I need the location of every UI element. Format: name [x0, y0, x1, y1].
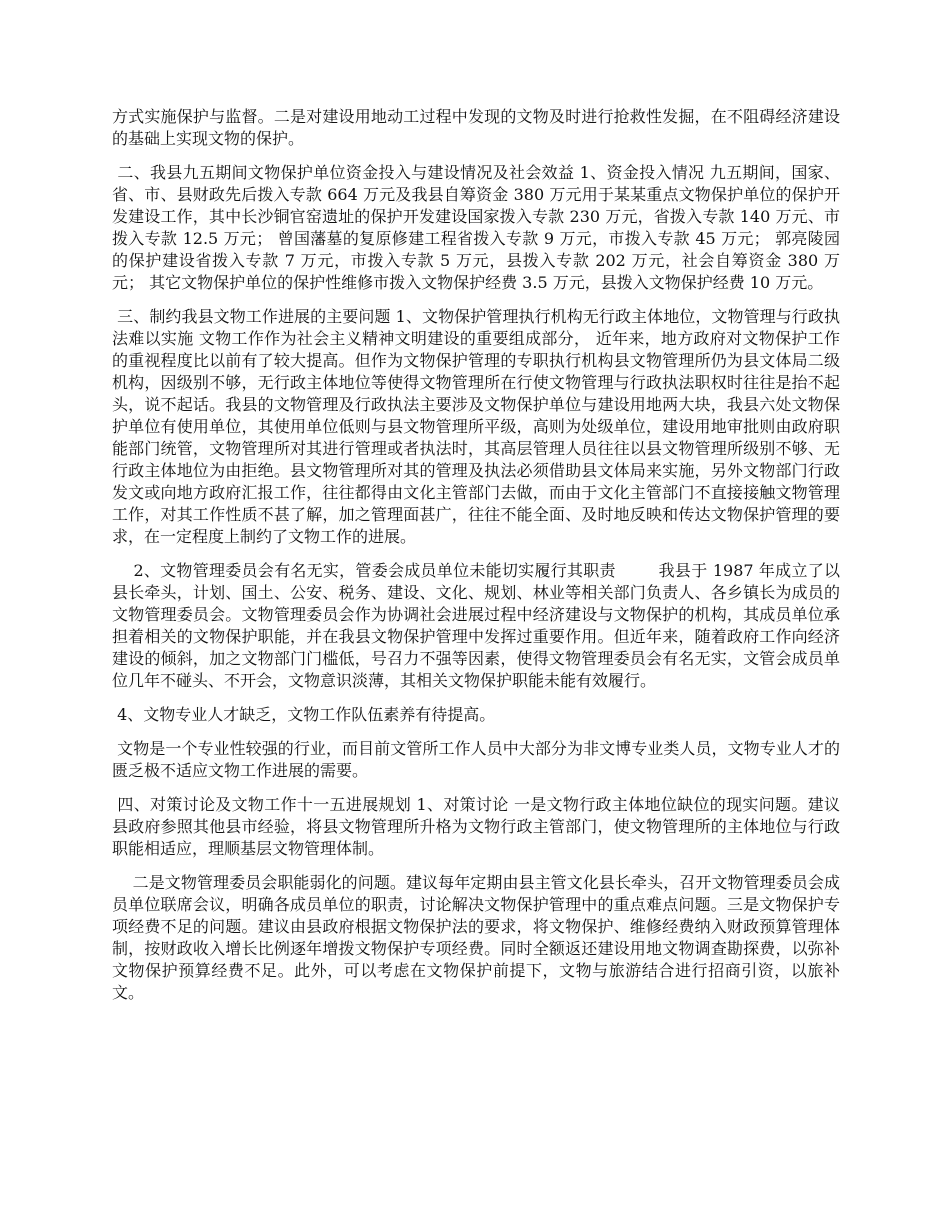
paragraph-4: 2、文物管理委员会有名无实，管委会成员单位未能切实履行其职责 我县于 1987 年成立了以县长牵头，计划、国土、公安、税务、建设、文化、规划、林业等相关部门负责人、各乡镇长为成员的文物管理委员会。文物管理委员会作为协调社会进展过程中经济建设与文物保护的机构，其成员单位承担着相关的文物保护职能，并在我县文物保护管理中发挥过重要作用。但近年来，随着政府工作向经济建设的倾斜，加之文物部门门槛低，号召力不强等因素，使得文物管理委员会有名无实，文管会成员单位几年不碰头、不开会，文物意识淡薄，其相关文物保护职能未能有效履行。 [112, 561, 840, 690]
paragraph-2: 二、我县九五期间文物保护单位资金投入与建设情况及社会效益 1、资金投入情况 九五期间，国家、省、市、县财政先后拨入专款 664 万元及我县自筹资金 380 万元用于某某重点文物保护单位的保护开发建设工作，其中长沙铜官窑遗址的保护开发建设国家拨入专款 230 万元，省拨入专款 140 万元、市拨入专款 12.5 万元； 曾国藩墓的复原修建工程省拨入专款 9 万元，市拨入专款 45 万元； 郭亮陵园的保护建设省拨入专款 7 万元，市拨入专款 5 万元，县拨入专款 202 万元，社会自筹资金 380 万元； 其它文物保护单位的保护性维修市拨入文物保护经费 3.5 万元，县拨入文物保护经费 10 万元。 [112, 163, 840, 292]
paragraph-7: 四、对策讨论及文物工作十一五进展规划 1、对策讨论 一是文物行政主体地位缺位的现实问题。建议县政府参照其他县市经验，将县文物管理所升格为文物行政主管部门，使文物管理所的主体地位与行政职能相适应，理顺基层文物管理体制。 [112, 795, 840, 858]
paragraph-8: 二是文物管理委员会职能弱化的问题。建议每年定期由县主管文化县长牵头，召开文物管理委员会成员单位联席会议，明确各成员单位的职责，讨论解决文物保护管理中的重点难点问题。三是文物保护专项经费不足的问题。建议由县政府根据文物保护法的要求，将文物保护、维修经费纳入财政预算管理体制，按财政收入增长比例逐年增拨文物保护专项经费。同时全额返还建设用地文物调查勘探费，以弥补文物保护预算经费不足。此外，可以考虑在文物保护前提下，文物与旅游结合进行招商引资，以旅补文。 [112, 873, 840, 1002]
paragraph-1: 方式实施保护与监督。二是对建设用地动工过程中发现的文物及时进行抢救性发掘，在不阻碍经济建设的基础上实现文物的保护。 [112, 107, 840, 148]
paragraph-3: 三、制约我县文物工作进展的主要问题 1、文物保护管理执行机构无行政主体地位，文物管理与行政执法难以实施 文物工作作为社会主义精神文明建设的重要组成部分， 近年来，地方政府对文物保护工作的重视程度比以前有了较大提高。但作为文物保护管理的专职执行机构县文物管理所仍为县文体局二级机构，因级别不够，无行政主体地位等使得文物管理所在行使文物管理与行政执法职权时往往是抬不起头，说不起话。我县的文物管理及行政执法主要涉及文物保护单位与建设用地两大块，我县六处文物保护单位有使用单位，其使用单位低则与县文物管理所平级，高则为处级单位，建设用地审批则由政府职能部门统管，文物管理所对其进行管理或者执法时，其高层管理人员往往以县文物管理所级别不够、无行政主体地位为由拒绝。县文物管理所对其的管理及执法必须借助县文体局来实施，另外文物部门行政发文或向地方政府汇报工作，往往都得由文化主管部门去做，而由于文化主管部门不直接接触文物管理工作，对其工作性质不甚了解，加之管理面甚广，往往不能全面、及时地反映和传达文物保护管理的要求，在一定程度上制约了文物工作的进展。 [112, 307, 840, 546]
paragraph-6: 文物是一个专业性较强的行业，而目前文管所工作人员中大部分为非文博专业类人员，文物专业人才的匮乏极不适应文物工作进展的需要。 [112, 739, 840, 780]
document-body [112, 106, 840, 1016]
paragraph-5: 4、文物专业人才缺乏，文物工作队伍素养有待提高。 [112, 705, 496, 724]
